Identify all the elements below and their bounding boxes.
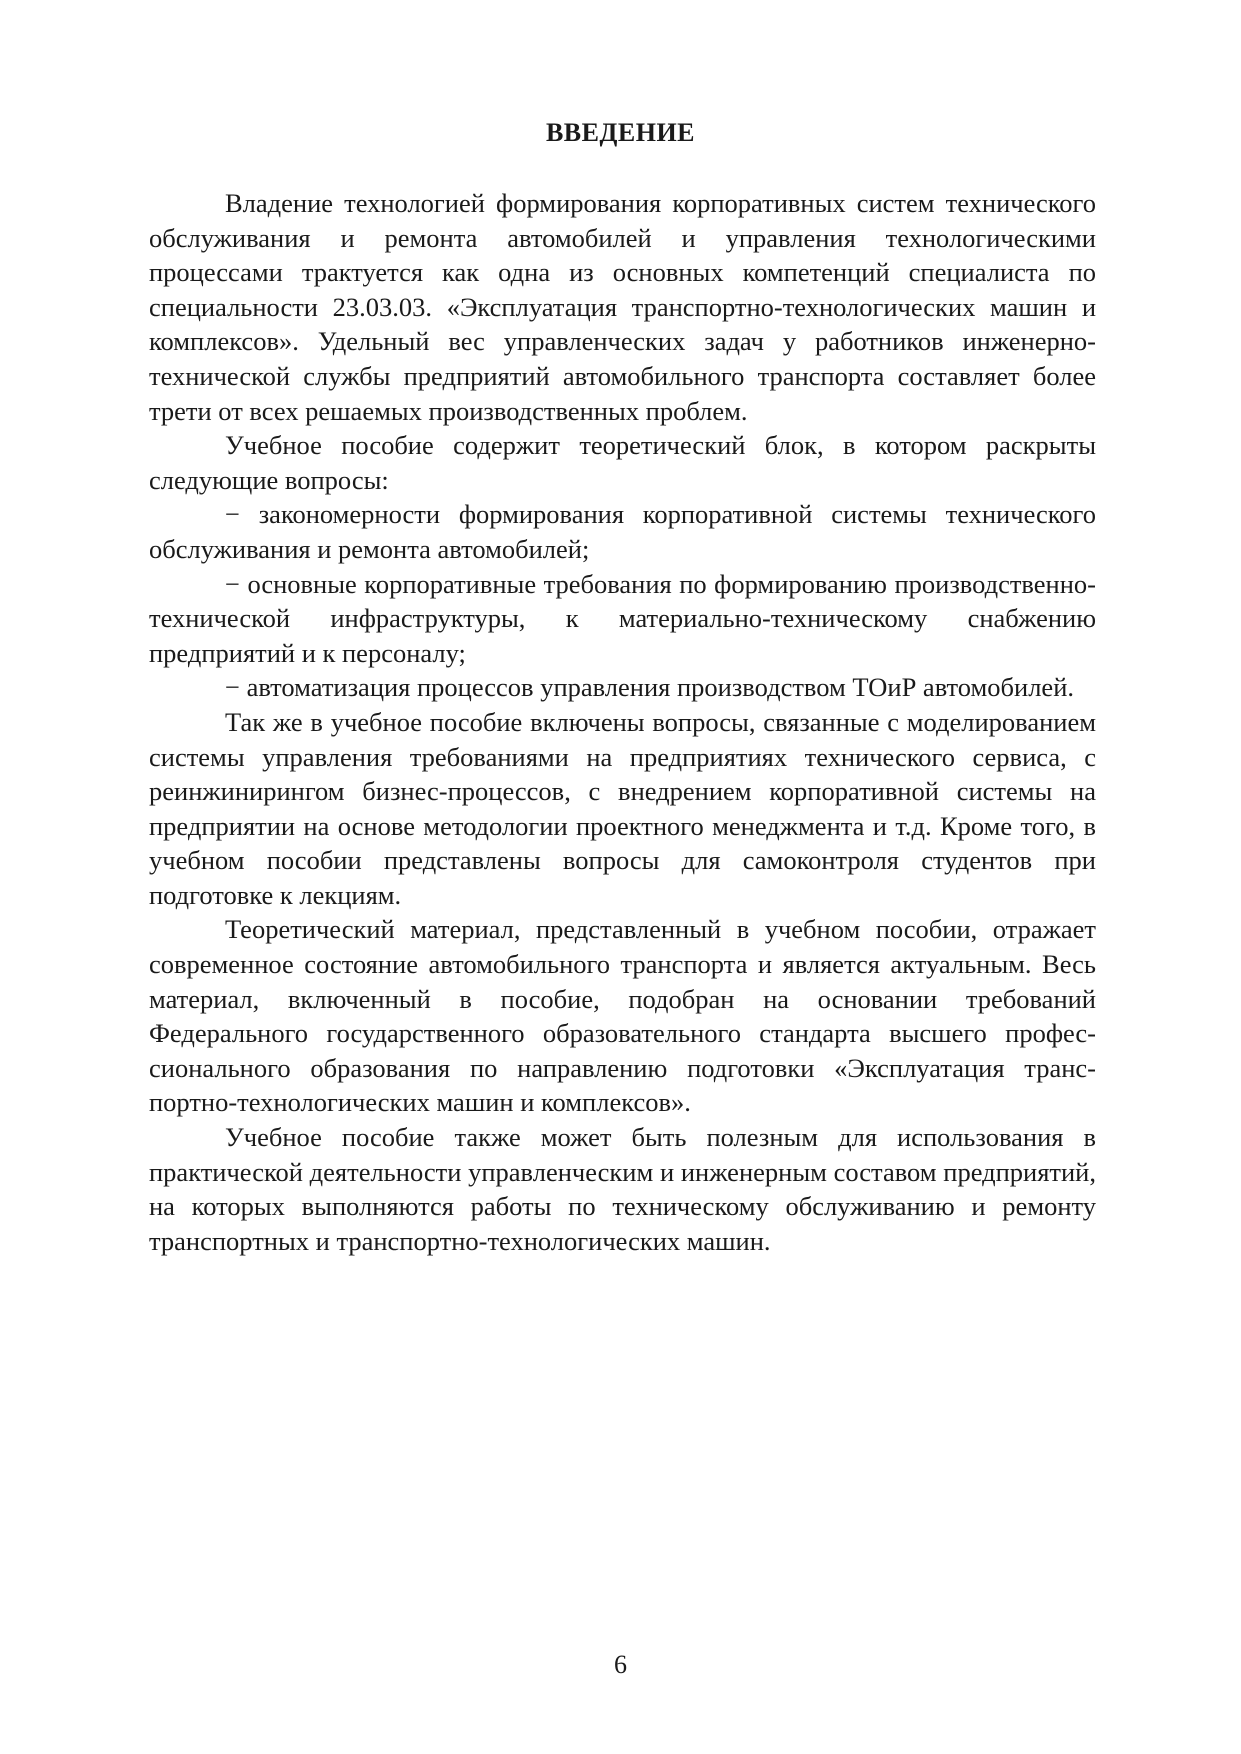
list-item: − закономерности формирования корпоративной системы технического обслуживания и ремонта автомобилей; [149,499,1096,564]
paragraph-intro: Владение технологией формирования корпоративных систем технического обслуживания и ремонта автомобилей и управления технологическими процессами трактуется как одна из основных компетенций специалиста по специальности 23.03.03. «Эксплуатация транспортно-технологических машин и комплексов». Удельный вес управленческих задач у работников инженерно-технической службы предприятий автомобильного транспорта составляет более трети от всех решаемых производственных проблем. [149,188,1096,426]
body-text [149,186,1096,1258]
paragraph-contents: Учебное пособие содержит теоретический блок, в котором раскрыты следующие вопросы: [149,430,1096,495]
paragraph-usefulness: Учебное пособие также может быть полезным для использования в практической деятельности управленческим и инженерным составом предприятий, на которых выполняются работы по техническому обслуживанию и ремонту транспортных и транспортно-технологических машин. [149,1122,1096,1256]
list-item: − автоматизация процессов управления производством ТОиР автомобилей. [225,672,1074,703]
list-item: − основные корпоративные требования по формированию производственно-технической инфраструктуры, к материально-техническому снабжению предприятий и к персоналу; [149,568,1096,668]
paragraph-theory: Теоретический материал, представленный в учебном пособии, отражает современное состояние автомобильного транспорта и является актуальным. Весь материал, включенный в пособие, подобран на основании требований Федерального государственного образовательного стандарта высшего профессионального образования по направлению подготовки «Эксплуатация транспортно-технологических машин и комплексов». [149,914,1096,1118]
paragraph-additional-topics: Так же в учебное пособие включены вопросы, связанные с моделированием системы управления требованиями на предприятиях технического сервиса, с реинжинирингом бизнес-процессов, с внедрением корпоративной системы на предприятии на основе методологии проектного менеджмента и т.д. Кроме того, в учебном пособии представлены вопросы для самоконтроля студентов при подготовке к лекциям. [149,706,1096,910]
page-title: ВВЕДЕНИЕ [545,118,696,147]
page-number: 6 [614,1650,627,1679]
